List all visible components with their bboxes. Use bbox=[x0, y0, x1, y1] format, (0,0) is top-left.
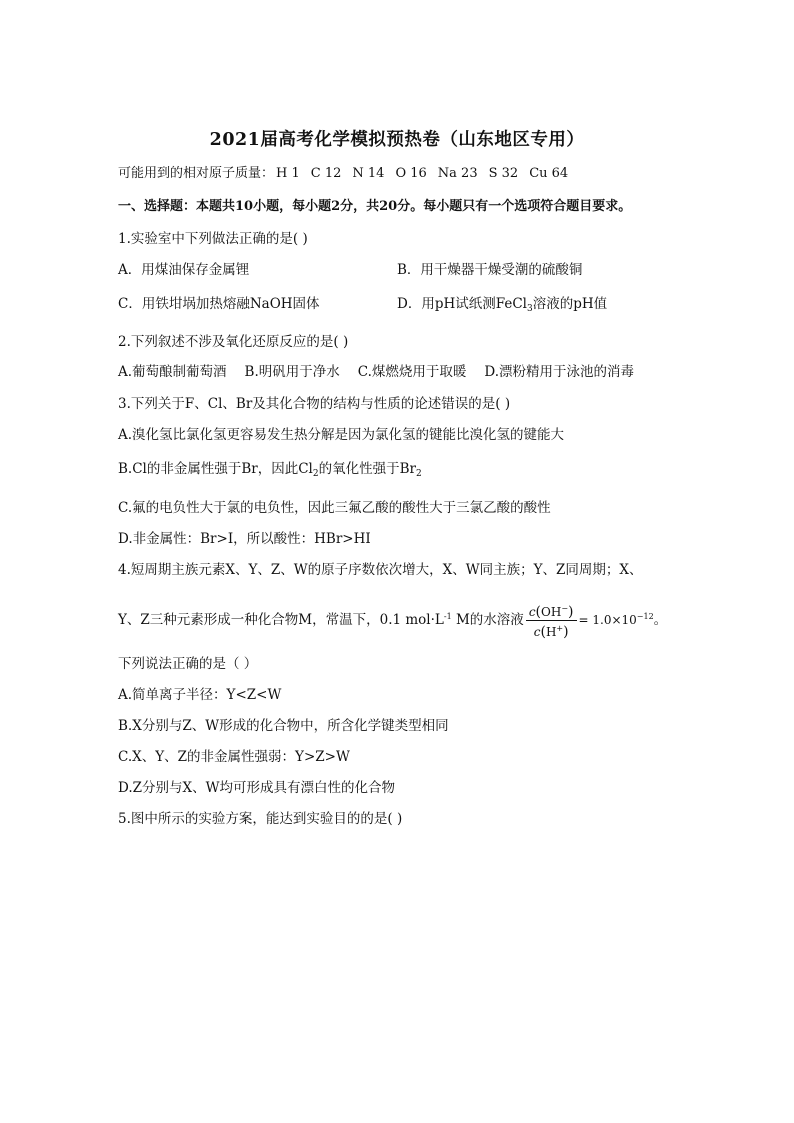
q3-option-b bbox=[118, 460, 422, 483]
atomic-masses bbox=[118, 165, 579, 183]
q1-option-a: A．用煤油保存金属锂 bbox=[118, 262, 250, 278]
question-4-stem-line1: 4.短周期主族元素X、Y、Z、W的原子序数依次增大，X、W同主族；Y、Z同周期；X、 bbox=[118, 562, 643, 578]
q3-option-c: C.氟的电负性大于氯的电负性，因此三氟乙酸的酸性大于三氯乙酸的酸性 bbox=[118, 500, 551, 516]
q2-option-d: D.漂粉精用于泳池的消毒 bbox=[484, 364, 635, 380]
exam-title: 2021届高考化学模拟预热卷（山东地区专用） bbox=[209, 130, 585, 150]
q4-option-d: D.Z分别与X、W均可形成具有漂白性的化合物 bbox=[118, 780, 395, 796]
q1-option-d bbox=[397, 295, 607, 318]
mass-item: H 1 bbox=[276, 166, 300, 181]
q1-option-c: C．用铁坩埚加热熔融NaOH固体 bbox=[118, 296, 320, 312]
q1-option-d-text-end: 溶液的pH值 bbox=[532, 296, 608, 312]
superscript: -1 bbox=[443, 612, 452, 621]
section-heading: 一、选择题：本题共10小题，每小题2分，共20分。每小题只有一个选项符合题目要求。 bbox=[118, 199, 632, 214]
subscript: 3 bbox=[527, 304, 533, 314]
q4-text: Y、Z三种元素形成一种化合物M，常温下，0.1 mol·L bbox=[118, 612, 444, 628]
question-5-stem: 5.图中所示的实验方案，能达到实验目的的是( ) bbox=[118, 811, 403, 827]
mass-item: Cu 64 bbox=[529, 166, 569, 181]
question-1-stem: 1.实验室中下列做法正确的是( ) bbox=[118, 231, 308, 247]
q3-option-b-text-mid: 的氧化性强于Br bbox=[318, 461, 416, 477]
q3-option-b-text: B.Cl的非金属性强于Br，因此Cl bbox=[118, 461, 313, 477]
mass-item: S 32 bbox=[488, 166, 519, 181]
question-4-stem-line3: 下列说法正确的是（ ） bbox=[118, 656, 258, 672]
exponent: −12 bbox=[636, 612, 654, 621]
concentration-symbol: c bbox=[533, 625, 541, 639]
q2-option-b: B.明矾用于净水 bbox=[244, 364, 340, 380]
ion-charge: + bbox=[556, 624, 564, 633]
mass-item: O 16 bbox=[395, 166, 427, 181]
q3-option-d: D.非金属性：Br>I，所以酸性：HBr>HI bbox=[118, 531, 371, 547]
subscript: 2 bbox=[312, 469, 319, 479]
ion-symbol: H bbox=[545, 625, 557, 639]
mass-item: N 14 bbox=[352, 166, 385, 181]
q4-option-a: A.简单离子半径：Y<Z<W bbox=[118, 687, 282, 703]
q1-option-b: B．用干燥器干燥受潮的硫酸铜 bbox=[397, 262, 583, 278]
q4-option-b: B.X分别与Z、W形成的化合物中，所含化学键类型相同 bbox=[118, 718, 449, 734]
question-2-stem: 2.下列叙述不涉及氧化还原反应的是( ) bbox=[118, 334, 349, 350]
ion-charge: − bbox=[561, 604, 569, 613]
ion-symbol: OH bbox=[541, 605, 562, 619]
q3-option-a: A.溴化氢比氯化氢更容易发生热分解是因为氯化氢的键能比溴化氢的键能大 bbox=[118, 427, 565, 443]
q4-option-c: C.X、Y、Z的非金属性强弱：Y>Z>W bbox=[118, 749, 350, 765]
q2-option-a: A.葡萄酿制葡萄酒 bbox=[118, 364, 227, 380]
mass-item: Na 23 bbox=[437, 166, 478, 181]
concentration-ratio-fraction bbox=[526, 601, 577, 640]
fraction-denominator: c(H+) bbox=[533, 624, 569, 640]
subscript: 2 bbox=[416, 469, 422, 479]
q4-end: 。 bbox=[653, 612, 668, 628]
q2-options bbox=[118, 363, 634, 381]
mass-item: C 12 bbox=[310, 166, 342, 181]
atomic-masses-label: 可能用到的相对原子质量： bbox=[118, 166, 275, 181]
q1-option-d-text: D．用pH试纸测FeCl bbox=[397, 296, 528, 312]
concentration-symbol: c bbox=[528, 605, 536, 619]
q2-option-c: C.煤燃烧用于取暖 bbox=[357, 364, 467, 380]
q4-equation: = 1.0×10 bbox=[578, 613, 637, 627]
fraction-numerator: c(OH−) bbox=[526, 601, 577, 621]
q4-text-mid: M的水溶液 bbox=[451, 612, 524, 628]
question-4-stem-line2 bbox=[118, 597, 667, 640]
question-3-stem: 3.下列关于F、Cl、Br及其化合物的结构与性质的论述错误的是( ) bbox=[118, 396, 511, 412]
